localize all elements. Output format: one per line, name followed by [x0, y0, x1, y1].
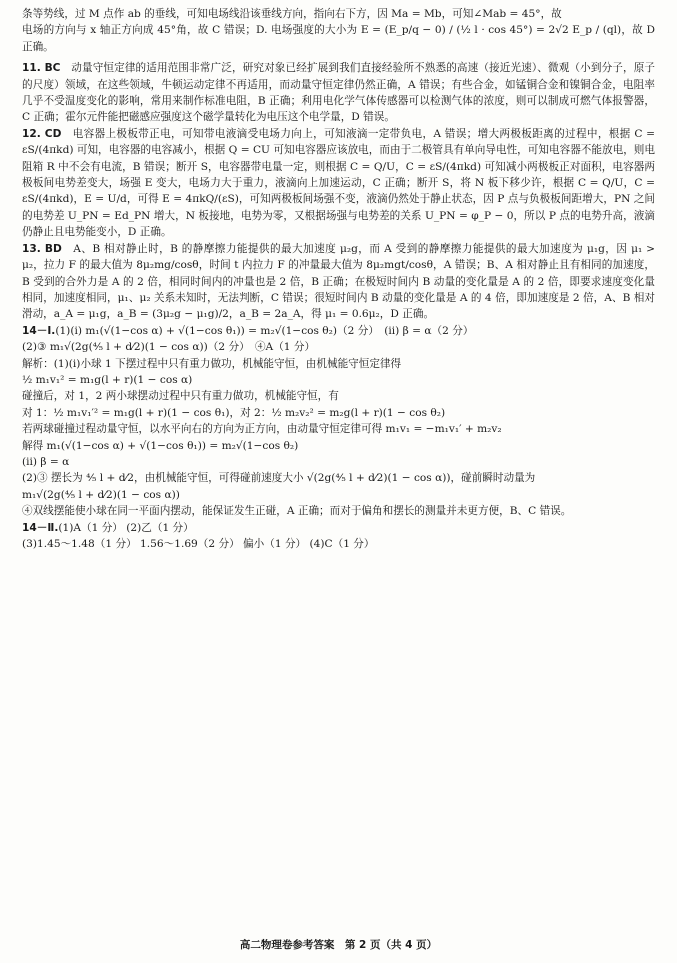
q11-number: 11. BC	[22, 62, 61, 75]
q14-1-answer3: (2)③ m₁√(2g(⁴⁄₅ l + d⁄2)(1 − cos α))（2 分）	[22, 341, 245, 354]
q14-1-solution3: 碰撞后，对 1，2 两小球摆动过程中只有重力做功，机械能守恒，有	[22, 390, 339, 403]
q13-block	[22, 241, 655, 323]
q14-1-answer1: (1)(ⅰ) m₁(√(1−cos α) + √(1−cos θ₁)) = m₂√(1−cos θ₂)（2 分）	[55, 324, 374, 337]
q14-1-solution1: 解析：(1)(ⅰ)小球 1 下摆过程中只有重力做功，机械能守恒，由机械能守恒定律得	[22, 357, 402, 370]
q14-1-solution8: (2)③ 摆长为 ⁴⁄₅ l + d⁄2，由机械能守恒，可得碰前速度大小 √(2g(⁴⁄₅ l + d⁄2)(1 − cos α))，碰前瞬时动量为	[22, 472, 536, 485]
q14-2-number: 14－Ⅱ.	[22, 521, 59, 534]
page-footer: 高二物理卷参考答案 第 2 页（共 4 页）	[239, 938, 438, 951]
q14-part2-block	[22, 520, 655, 553]
q14-part1-block	[22, 323, 655, 520]
q14-1-solution7: (ⅱ) β = α	[22, 455, 70, 468]
q10-line2: 电场的方向与 x 轴正方向成 45°角，故 C 错误；D. 电场强度的大小为 E = (E_p/q − 0) / (½ l · cos 45°) = 2√2 E_p / (ql)，故 D 正确。	[22, 24, 655, 53]
q12-block	[22, 126, 655, 241]
q14-1-answer4: ④A（1 分）	[254, 341, 316, 354]
q14-1-solution5: 若两球碰撞过程动量守恒，以水平向右的方向为正方向，由动量守恒定律可得 m₁v₁ = −m₁v₁′ + m₂v₂	[22, 423, 502, 436]
q14-1-solution2: ½ m₁v₁² = m₁g(l + r)(1 − cos α)	[22, 373, 193, 386]
q14-2-answer1: (1)A（1 分） (2)乙（1 分）	[58, 521, 194, 534]
q14-1-answer2: (ⅱ) β = α（2 分）	[384, 324, 474, 337]
q11-block	[22, 60, 655, 126]
q11-text: 动量守恒定律的适用范围非常广泛，研究对象已经扩展到我们直接经验所不熟悉的高速（接近光速）、微观（小到分子，原子的尺度）领域，在这些领域，牛顿运动定律不再适用，而动量守恒定律仍然正确，A 错误；有些合金，如锰铜合金和镍铜合金，电阻率几乎不受温度变化的影响，常用来制作标准电阻，B 正确；利用电化学气体传感器可以检测气体的浓度，则可以制成可燃气体报警器，C 正确；霍尔元件能把磁感应强度这个磁学量转化为电压这个电学量，D 错误。	[22, 62, 656, 124]
q10-tail	[22, 6, 655, 55]
q14-1-number: 14－Ⅰ.	[22, 324, 56, 337]
q13-text: A、B 相对静止时，B 的静摩擦力能提供的最大加速度 μ₂g，而 A 受到的静摩擦力能提供的最大加速度为 μ₁g，因 μ₁ > μ₂，拉力 F 的最大值为 8μ₂mg/cosθ，时间 t 内拉力 F 的冲量最大值为 8μ₂mgt/cosθ，A 错误；B、A 相对静止且有相同的加速度，B 受到的合外力是 A 的 2 倍，相同时间内的冲量也是 2 倍，B 正确；在极短时间内 B 动量的变化量是 A 的 2 倍，即要求速度变化量相同，加速度相同，μ₁、μ₂ 关系未知时，无法判断，C 错误；很短时间内 B 动量的变化量是 A 的 4 倍，即加速度是 2 倍，A、B 相对滑动，a_A = μ₁g，a_B = (3μ₂g − μ₁g)/2，a_B = 2a_A，得 μ₁ = 0.6μ₂，D 正确。	[22, 242, 655, 321]
q14-1-solution6: 解得 m₁(√(1−cos α) + √(1−cos θ₁)) = m₂√(1−cos θ₂)	[22, 439, 299, 452]
q10-line1: 条等势线，过 M 点作 ab 的垂线，可知电场线沿该垂线方向，指向右下方，因 Ma = Mb，可知∠Mab = 45°，故	[22, 8, 562, 20]
q14-1-solution10: ④双线摆能使小球在同一平面内摆动，能保证发生正碰，A 正确；而对于偏角和摆长的测量并未更方便，B、C 错误。	[22, 505, 572, 518]
q14-1-solution4: 对 1：½ m₁v₁′² = m₁g(l + r)(1 − cos θ₁)，对 2：½ m₂v₂² = m₂g(l + r)(1 − cos θ₂)	[22, 406, 446, 419]
q12-number: 12. CD	[22, 127, 62, 140]
q13-number: 13. BD	[22, 242, 62, 255]
q14-2-answer2: (3)1.45～1.48（1 分） 1.56～1.69（2 分） 偏小（1 分） (4)C（1 分）	[22, 538, 375, 550]
q14-1-solution9: m₁√(2g(⁴⁄₅ l + d⁄2)(1 − cos α))	[22, 488, 180, 501]
q12-text: 电容器上极板带正电，可知带电液滴受电场力向上，可知液滴一定带负电，A 错误；增大两极板距离的过程中，根据 C = εS/(4πkd) 可知，电容器的电容减小，根据 Q = CU 可知电容器应该放电，而由于二极管具有单向导电性，可知电容器不能放电，则电阻箱 R 中不会有电流，B 错误；断开 S，电容器带电量一定，则根据 C = Q/U，C = εS/(4πkd) 可知减小两极板正对面积，电容器两极板间电势差变大，场强 E 变大，电场力大于重力，液滴向上加速运动，C 正确；断开 S，将 N 板下移少许，根据 C = Q/U，C = εS/(4πkd)，E = U/d，可得 E = 4πkQ/(εS)，可知两极板间场强不变，液滴仍然处于静止状态，因 P 点与负极板间距增大，PN 之间的电势差 U_PN = Ed_PN 增大，N 板接地，电势为零，又根据场强与电势差的关系 U_PN = φ_P − 0，所以 P 点的电势升高，液滴仍静止且电势能变小，D 正确。	[22, 127, 656, 239]
